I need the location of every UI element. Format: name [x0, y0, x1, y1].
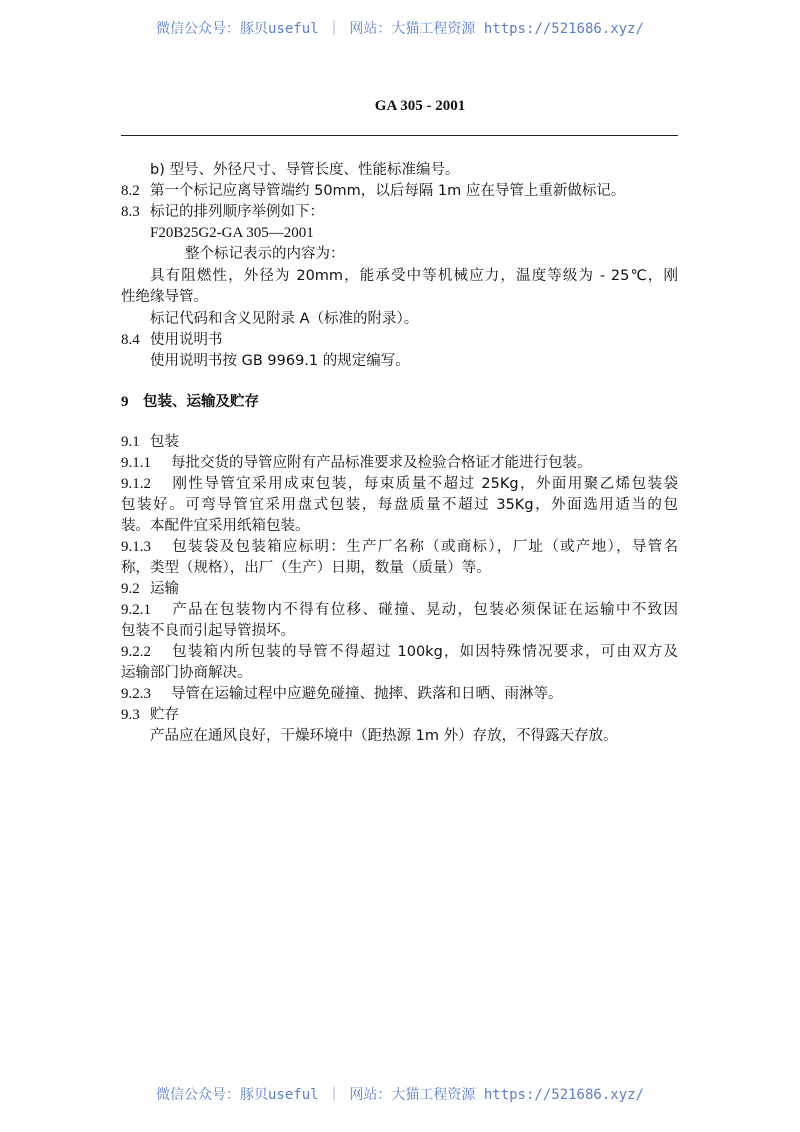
clause-9-3: 9.3 贮存 — [121, 707, 179, 723]
paragraph-line: 具有阻燃性，外径为 20mm，能承受中等机械应力，温度等级为 - 25℃，刚 — [150, 268, 678, 284]
clause-9-2: 9.2 运输 — [121, 581, 179, 597]
paragraph-line: 标记代码和含义见附录 A（标准的附录）。 — [150, 311, 419, 327]
paragraph-line: 装。本配件宜采用纸箱包装。 — [121, 518, 310, 534]
marking-meaning-label: 整个标记表示的内容为： — [185, 246, 345, 262]
paragraph-line: 运输部门协商解决。 — [121, 665, 252, 681]
paragraph-line: 使用说明书按 GB 9969.1 的规定编写。 — [150, 353, 410, 369]
watermark-header: 微信公众号：豚贝useful ｜ 网站：大猫工程资源 https://521686.xyz/ — [155, 21, 644, 37]
clause-9-1-3: 9.1.3 包装袋及包装箱应标明：生产厂名称（或商标），厂址（或产地），导管名 — [121, 539, 678, 555]
item-b: b) 型号、外径尺寸、导管长度、性能标准编号。 — [150, 162, 460, 178]
clause-9-2-3: 9.2.3 导管在运输过程中应避免碰撞、抛摔、跌落和日晒、雨淋等。 — [121, 686, 563, 702]
standard-code: GA 305 - 2001 — [374, 98, 466, 114]
paragraph-line: 包装不良而引起导管损坏。 — [121, 623, 295, 639]
clause-9-2-1: 9.2.1 产品在包装物内不得有位移、碰撞、晃动，包装必须保证在运输中不致因 — [121, 602, 678, 618]
clause-9-1-1: 9.1.1 每批交货的导管应附有产品标准要求及检验合格证才能进行包装。 — [121, 455, 592, 471]
marking-example: F20B25G2-GA 305—2001 — [150, 225, 314, 241]
paragraph-line: 产品应在通风良好，干燥环境中（距热源 1m 外）存放，不得露天存放。 — [150, 728, 618, 744]
watermark-footer: 微信公众号：豚贝useful ｜ 网站：大猫工程资源 https://521686.xyz/ — [155, 1087, 644, 1103]
header-rule — [121, 135, 678, 136]
clause-8-2: 8.2 第一个标记应离导管端约 50mm，以后每隔 1m 应在导管上重新做标记。 — [121, 183, 626, 199]
clause-8-4: 8.4 使用说明书 — [121, 332, 223, 348]
paragraph-line: 包装好。可弯导管宜采用盘式包装，每盘质量不超过 35Kg，外面选用适当的包 — [121, 497, 678, 513]
section-9-heading: 9 包装、运输及贮存 — [121, 394, 259, 410]
clause-8-3: 8.3 标记的排列顺序举例如下： — [121, 204, 324, 220]
clause-9-1: 9.1 包装 — [121, 434, 179, 450]
paragraph-line: 性绝缘导管。 — [121, 289, 208, 305]
clause-9-1-2: 9.1.2 刚性导管宜采用成束包装，每束质量不超过 25Kg，外面用聚乙烯包装袋 — [121, 476, 678, 492]
clause-9-2-2: 9.2.2 包装箱内所包装的导管不得超过 100kg，如因特殊情况要求，可由双方及 — [121, 644, 678, 660]
paragraph-line: 称，类型（规格），出厂（生产）日期，数量（质量）等。 — [121, 560, 491, 576]
